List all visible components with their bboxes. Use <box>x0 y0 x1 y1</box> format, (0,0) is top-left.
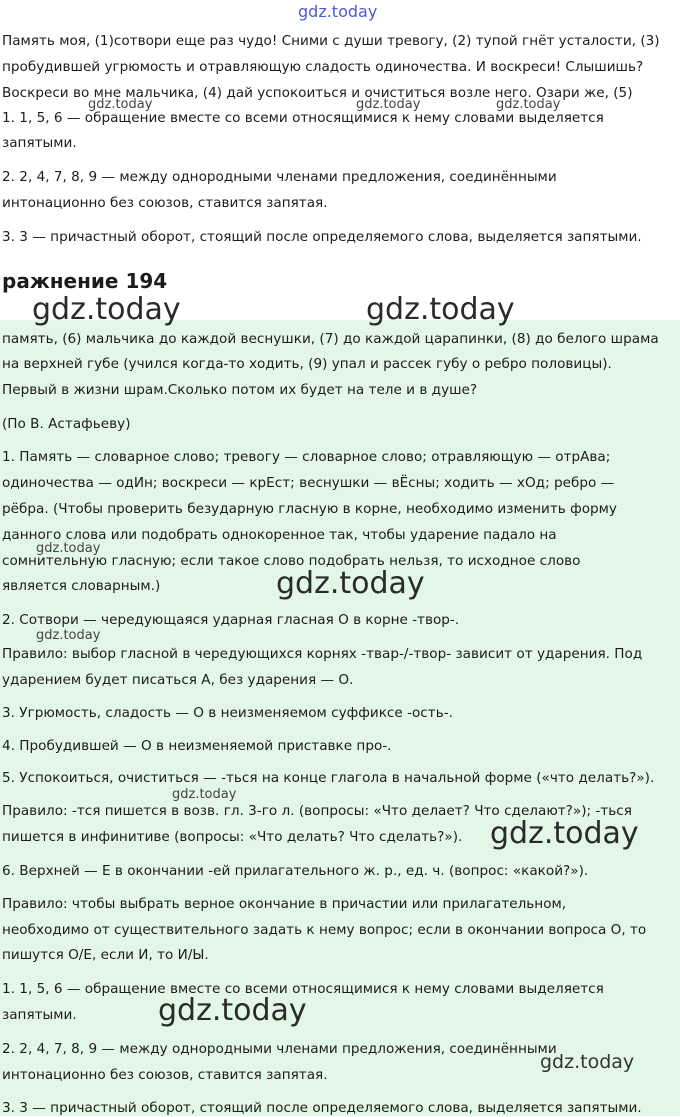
text-line: 6. Верхней — Е в окончании -ей прилагательного ж. р., ед. ч. (вопрос: «какой?»). <box>2 863 589 879</box>
text-line: Правило: -тся пишется в возв. гл. 3-го л. (вопросы: «Что делает? Что сделают?»); -ться <box>2 803 632 819</box>
text-line: 1. 1, 5, 6 — обращение вместе со всеми относящимися к нему словами выделяется <box>2 110 604 126</box>
site-watermark: gdz.today <box>36 541 101 556</box>
text-line: Правило: чтобы выбрать верное окончание в причастии или прилагательном, <box>2 896 567 912</box>
text-line: необходимо от существительного задать к нему вопрос; если в окончании вопроса О, то <box>2 922 647 938</box>
text-line: интонационно без союзов, ставится запятая. <box>2 1067 328 1083</box>
text-line: ударением будет писаться А, без ударения — О. <box>2 672 354 688</box>
site-watermark: gdz.today <box>356 97 421 112</box>
text-line: интонационно без союзов, ставится запятая. <box>2 195 328 211</box>
text-line: 3. Угрюмость, сладость — О в неизменяемом суффиксе -ость-. <box>2 705 453 721</box>
site-watermark: gdz.today <box>366 292 515 327</box>
site-watermark: gdz.today <box>172 787 237 802</box>
text-line: Воскреси во мне мальчика, (4) дай успокоиться и очиститься возле него. Озари же, (5) <box>2 85 633 101</box>
text-line: пишутся О/Е, если И, то И/Ы. <box>2 947 209 963</box>
text-line: Правило: выбор гласной в чередующихся корнях -твар-/-твор- зависит от ударения. Под <box>2 646 643 662</box>
text-line: память, (6) мальчика до каждой веснушки, (7) до каждой царапинки, (8) до белого шрама <box>2 331 659 347</box>
text-line: запятыми. <box>2 1007 77 1023</box>
text-line: 3. 3 — причастный оборот, стоящий после определяемого слова, выделяется запятыми. <box>2 229 642 245</box>
text-line: Память моя, (1)сотвори еще раз чудо! Сними с души тревогу, (2) тупой гнёт усталости, (3) <box>2 33 660 49</box>
text-line: 2. 2, 4, 7, 8, 9 — между однородными членами предложения, соединёнными <box>2 1041 557 1057</box>
text-line: Первый в жизни шрам.Сколько потом их будет на теле и в душе? <box>2 382 478 398</box>
text-line: (По В. Астафьеву) <box>2 416 131 432</box>
exercise-heading: ражнение 194 <box>2 269 168 293</box>
text-line: 1. 1, 5, 6 — обращение вместе со всеми относящимися к нему словами выделяется <box>2 981 604 997</box>
text-line: 5. Успокоиться, очиститься — -ться на конце глагола в начальной форме («что делать?»). <box>2 770 655 786</box>
text-line: сомнительную гласную; если такое слово подобрать нельзя, то исходное слово <box>2 553 581 569</box>
text-line: 4. Пробудившей — О в неизменяемой приставке про-. <box>2 738 392 754</box>
site-watermark: gdz.today <box>158 993 307 1028</box>
text-line: 2. 2, 4, 7, 8, 9 — между однородными членами предложения, соединёнными <box>2 169 557 185</box>
text-line: 1. Память — словарное слово; тревогу — словарное слово; отравляющую — отрАва; <box>2 449 611 465</box>
text-line: одиночества — одИн; воскреси — крЕст; веснушки — вЁсны; ходить — хОд; ребро — <box>2 475 615 491</box>
text-line: пробудившей угрюмость и отравляющую сладость одиночества. И воскреси! Слышишь? <box>2 59 644 75</box>
text-line: пишется в инфинитиве (вопросы: «Что делать? Что сделать?»). <box>2 829 463 845</box>
text-line: данного слова или подобрать однокоренное так, чтобы ударение падало на <box>2 527 557 543</box>
site-watermark: gdz.today <box>88 97 153 112</box>
site-watermark: gdz.today <box>496 97 561 112</box>
site-watermark: gdz.today <box>36 628 101 643</box>
site-watermark: gdz.today <box>32 292 181 327</box>
text-line: 3. 3 — причастный оборот, стоящий после определяемого слова, выделяется запятыми. <box>2 1100 642 1116</box>
site-watermark: gdz.today <box>540 1051 635 1073</box>
text-line: 2. Сотвори — чередующаяся ударная гласная О в корне -твор-. <box>2 612 460 628</box>
site-watermark-top: gdz.today <box>298 2 378 21</box>
site-watermark: gdz.today <box>276 566 425 601</box>
site-watermark: gdz.today <box>490 816 639 851</box>
text-line: запятыми. <box>2 135 77 151</box>
text-line: рёбра. (Чтобы проверить безударную гласную в корне, необходимо изменить форму <box>2 501 617 517</box>
text-line: является словарным.) <box>2 578 161 594</box>
text-line: на верхней губе (учился когда-то ходить, (9) упал и рассек губу о ребро половицы). <box>2 356 612 372</box>
